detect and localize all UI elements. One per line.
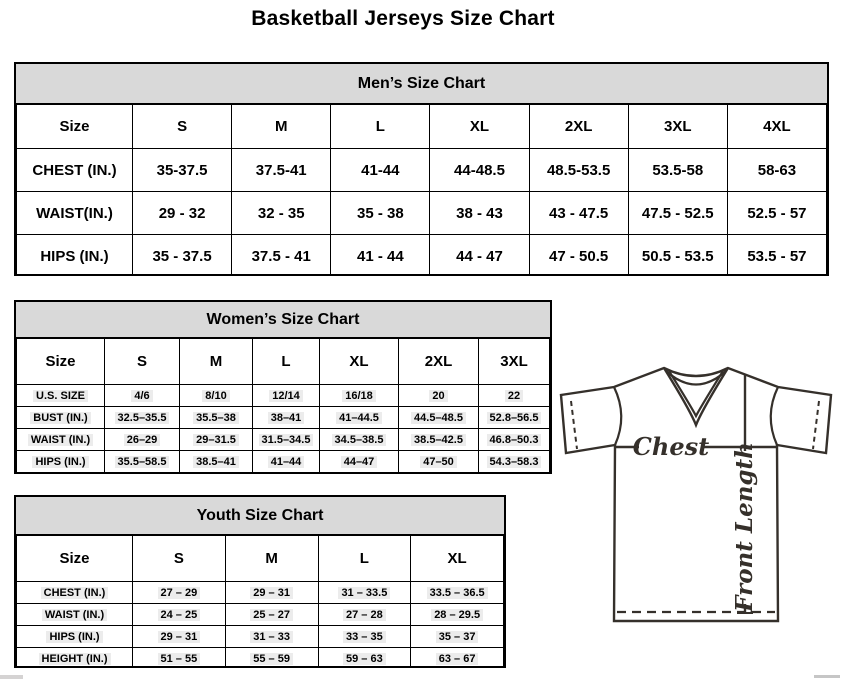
table-cell: 31 – 33	[225, 626, 318, 648]
column-header-cell: L	[253, 339, 320, 385]
mens-size-table	[14, 62, 829, 276]
table-cell: 58-63	[727, 149, 826, 192]
table-cell: 44–47	[320, 451, 399, 473]
table-cell: 16/18	[320, 385, 399, 407]
table-row	[17, 105, 827, 149]
table-row	[17, 407, 550, 429]
column-header-cell: 2XL	[399, 339, 479, 385]
table-row	[17, 235, 827, 277]
table-cell: 54.3–58.3	[479, 451, 550, 473]
table-cell: 32 - 35	[232, 192, 331, 235]
table-cell: 31 – 33.5	[318, 582, 411, 604]
table-cell: 8/10	[180, 385, 253, 407]
row-label-cell: WAIST (IN.)	[17, 604, 133, 626]
table-cell: 48.5-53.5	[529, 149, 628, 192]
womens-table-title: Women’s Size Chart	[16, 302, 550, 338]
table-cell: 29 – 31	[133, 626, 226, 648]
table-row	[17, 149, 827, 192]
column-header-cell: L	[331, 105, 430, 149]
table-cell: 28 – 29.5	[411, 604, 504, 626]
table-cell: 53.5 - 57	[727, 235, 826, 277]
row-label-cell: HIPS (IN.)	[17, 626, 133, 648]
table-cell: 44.5–48.5	[399, 407, 479, 429]
table-cell: 33.5 – 36.5	[411, 582, 504, 604]
table-row	[17, 648, 504, 669]
column-header-cell: M	[180, 339, 253, 385]
table-cell: 44-48.5	[430, 149, 529, 192]
column-header-cell: Size	[17, 536, 133, 582]
table-cell: 41 - 44	[331, 235, 430, 277]
row-label-cell: WAIST(IN.)	[17, 192, 133, 235]
row-label-cell: WAIST (IN.)	[17, 429, 105, 451]
table-cell: 33 – 35	[318, 626, 411, 648]
table-cell: 53.5-58	[628, 149, 727, 192]
column-header-cell: 3XL	[628, 105, 727, 149]
row-label-cell: BUST (IN.)	[17, 407, 105, 429]
table-cell: 41–44	[253, 451, 320, 473]
table-cell: 20	[399, 385, 479, 407]
column-header-cell: 4XL	[727, 105, 826, 149]
table-cell: 26–29	[105, 429, 180, 451]
row-label-cell: CHEST (IN.)	[17, 582, 133, 604]
table-row	[17, 339, 550, 385]
table-row	[17, 626, 504, 648]
womens-size-table	[14, 300, 552, 474]
table-row	[17, 536, 504, 582]
table-cell: 29 – 31	[225, 582, 318, 604]
table-cell: 52.8–56.5	[479, 407, 550, 429]
column-header-cell: XL	[320, 339, 399, 385]
table-cell: 4/6	[105, 385, 180, 407]
column-header-cell: XL	[430, 105, 529, 149]
column-header-cell: L	[318, 536, 411, 582]
table-cell: 38 - 43	[430, 192, 529, 235]
column-header-cell: M	[225, 536, 318, 582]
page-title: Basketball Jerseys Size Chart	[251, 7, 555, 30]
table-cell: 35.5–38	[180, 407, 253, 429]
column-header-cell: 2XL	[529, 105, 628, 149]
chest-label: Chest	[632, 432, 710, 461]
table-cell: 41–44.5	[320, 407, 399, 429]
table-cell: 47.5 - 52.5	[628, 192, 727, 235]
table-cell: 24 – 25	[133, 604, 226, 626]
column-header-cell: XL	[411, 536, 504, 582]
table-cell: 22	[479, 385, 550, 407]
column-header-cell: Size	[17, 105, 133, 149]
table-row	[17, 604, 504, 626]
table-cell: 35 – 37	[411, 626, 504, 648]
jersey-outline	[561, 368, 831, 621]
table-cell: 41-44	[331, 149, 430, 192]
table-cell: 37.5 - 41	[232, 235, 331, 277]
table-cell: 44 - 47	[430, 235, 529, 277]
table-cell: 27 – 28	[318, 604, 411, 626]
youth-table-title: Youth Size Chart	[16, 497, 504, 535]
table-row	[17, 582, 504, 604]
table-cell: 35.5–58.5	[105, 451, 180, 473]
column-header-cell: 3XL	[479, 339, 550, 385]
table-cell: 38–41	[253, 407, 320, 429]
mens-table-grid	[16, 104, 827, 276]
column-header-cell: S	[133, 536, 226, 582]
table-cell: 38.5–42.5	[399, 429, 479, 451]
table-cell: 37.5-41	[232, 149, 331, 192]
table-cell: 63 – 67	[411, 648, 504, 669]
table-row	[17, 192, 827, 235]
youth-size-table	[14, 495, 506, 668]
table-cell: 29 - 32	[133, 192, 232, 235]
table-cell: 46.8–50.3	[479, 429, 550, 451]
youth-table-grid	[16, 535, 504, 668]
table-cell: 59 – 63	[318, 648, 411, 669]
table-cell: 34.5–38.5	[320, 429, 399, 451]
row-label-cell: HIPS (IN.)	[17, 451, 105, 473]
table-cell: 47–50	[399, 451, 479, 473]
table-row	[17, 429, 550, 451]
table-row	[17, 451, 550, 473]
womens-table-grid	[16, 338, 550, 473]
table-cell: 47 - 50.5	[529, 235, 628, 277]
front-length-label: Front Length	[731, 442, 758, 612]
mens-table-title: Men’s Size Chart	[16, 64, 827, 104]
table-cell: 35 - 37.5	[133, 235, 232, 277]
table-cell: 31.5–34.5	[253, 429, 320, 451]
table-cell: 12/14	[253, 385, 320, 407]
column-header-cell: M	[232, 105, 331, 149]
row-label-cell: CHEST (IN.)	[17, 149, 133, 192]
table-cell: 35 - 38	[331, 192, 430, 235]
column-header-cell: Size	[17, 339, 105, 385]
table-cell: 43 - 47.5	[529, 192, 628, 235]
table-cell: 27 – 29	[133, 582, 226, 604]
row-label-cell: HIPS (IN.)	[17, 235, 133, 277]
column-header-cell: S	[105, 339, 180, 385]
horizontal-scrollbar-fragment-left[interactable]	[0, 675, 23, 679]
table-cell: 52.5 - 57	[727, 192, 826, 235]
table-cell: 35-37.5	[133, 149, 232, 192]
row-label-cell: U.S. SIZE	[17, 385, 105, 407]
column-header-cell: S	[133, 105, 232, 149]
table-cell: 25 – 27	[225, 604, 318, 626]
horizontal-scrollbar-fragment-right[interactable]	[814, 675, 840, 678]
table-cell: 50.5 - 53.5	[628, 235, 727, 277]
table-row	[17, 385, 550, 407]
jersey-diagram	[552, 356, 838, 628]
row-label-cell: HEIGHT (IN.)	[17, 648, 133, 669]
table-cell: 32.5–35.5	[105, 407, 180, 429]
table-cell: 38.5–41	[180, 451, 253, 473]
table-cell: 55 – 59	[225, 648, 318, 669]
table-cell: 51 – 55	[133, 648, 226, 669]
table-cell: 29–31.5	[180, 429, 253, 451]
